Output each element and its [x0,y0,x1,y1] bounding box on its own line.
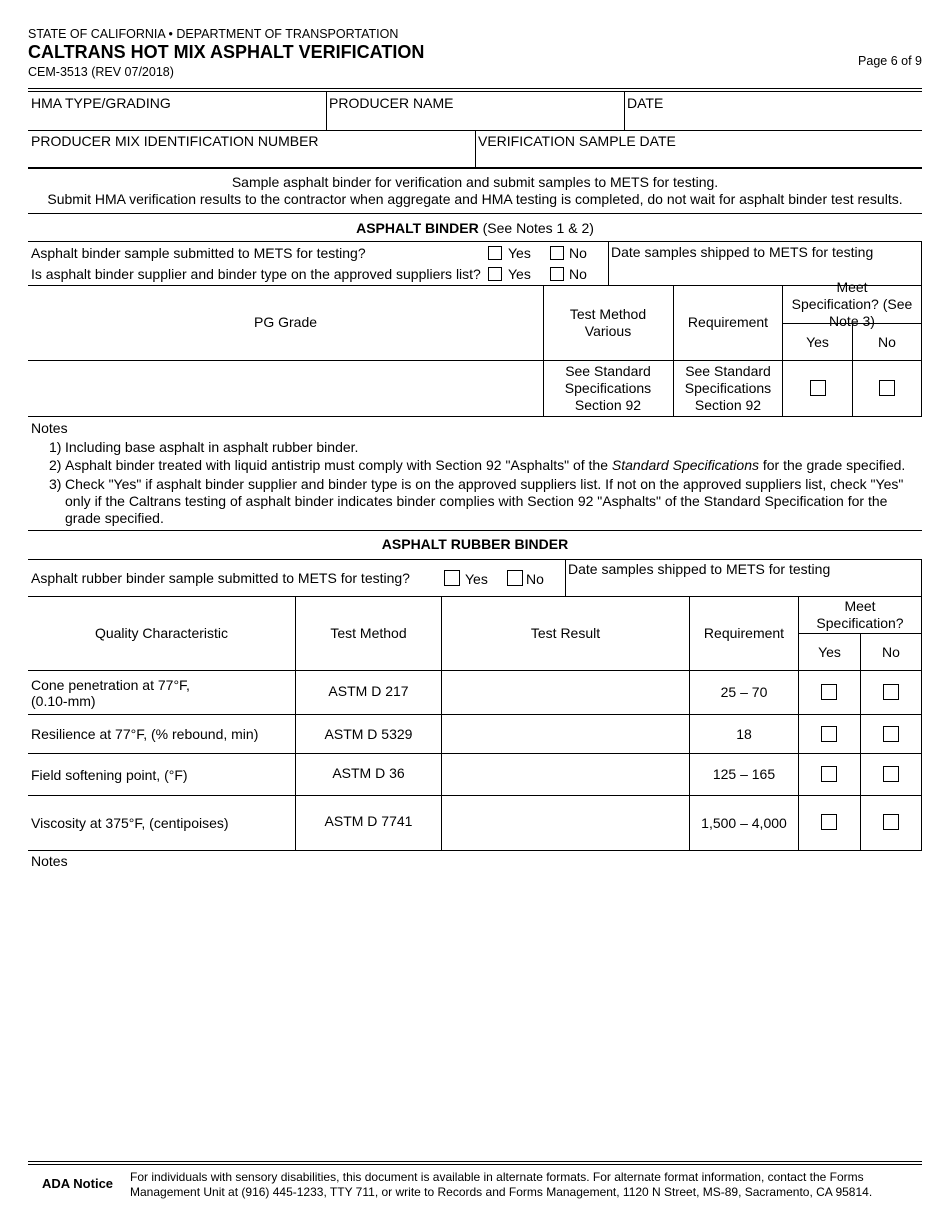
test-result-field[interactable] [442,754,689,795]
binder-q1-no-checkbox[interactable] [550,246,564,260]
form-number: CEM-3513 (REV 07/2018) [28,65,174,79]
rubber-q1-yes-label: Yes [465,571,488,587]
note-2 [65,457,905,474]
verification-sample-date-field[interactable] [476,131,922,168]
rubber-no-header: No [882,643,900,660]
note-3: Check "Yes" if asphalt binder supplier and binder type is on the approved suppliers list. If not on the approved suppliers list, check "Yes" only if the Caltrans testing of asphalt binder indicates binder complies with Section 92 "Asphalts" of the Standard Specification for the grade specified. [65,476,904,526]
test-result-field[interactable] [442,796,689,850]
rubber-meet-spec-header: Meet Specification? [816,598,904,631]
binder-test-method-value: See Standard Specifications Section 92 [564,363,652,413]
binder-no-header: No [878,333,896,350]
binder-q2: Is asphalt binder supplier and binder type on the approved suppliers list? [31,266,481,282]
note-1-number: 1) [49,439,62,455]
notes-heading-2: Notes [31,853,68,869]
binder-q1-no-label: No [569,245,587,261]
meet-no-checkbox[interactable] [883,766,899,782]
ada-notice-text: For individuals with sensory disabilities, this document is available in alternate formats. For alternate format information, contact the Forms Management Unit at (916) 445-1233, TTY 711, or write to Records and Forms Management, 1120 N Street, MS-89, Sacramento, CA 95814. [130,1170,873,1199]
binder-requirement-value: See Standard Specifications Section 92 [684,363,772,413]
binder-q2-yes-checkbox[interactable] [488,267,502,281]
binder-meet-no-checkbox[interactable] [879,380,895,396]
binder-yes-header: Yes [806,333,829,350]
requirement-cell: 25 – 70 [720,684,768,700]
requirement-cell: 1,500 – 4,000 [701,814,787,831]
test-result-field[interactable] [442,715,689,753]
test-method-cell: ASTM D 7741 [324,812,413,829]
page-number: Page 6 of 9 [858,54,922,68]
note-1: Including base asphalt in asphalt rubber binder. [65,439,359,455]
meet-yes-checkbox[interactable] [821,766,837,782]
form-title: CALTRANS HOT MIX ASPHALT VERIFICATION [28,42,425,62]
binder-test-method-header: Test Method Various [569,305,647,339]
test-result-field[interactable] [442,671,689,714]
binder-q2-no-checkbox[interactable] [550,267,564,281]
quality-characteristic-cell: Viscosity at 375°F, (centipoises) [31,815,229,831]
producer-mix-id-label: PRODUCER MIX IDENTIFICATION NUMBER [31,133,319,149]
instruction-line-1: Sample asphalt binder for verification and submit samples to METS for testing. [231,174,719,190]
ada-notice-label: ADA Notice [42,1176,114,1191]
asphalt-binder-title [28,220,922,237]
note-2-number: 2) [49,457,62,473]
meet-yes-checkbox[interactable] [821,726,837,742]
verification-sample-date-label: VERIFICATION SAMPLE DATE [478,133,676,149]
producer-mix-id-field[interactable] [28,131,474,168]
pg-grade-header: PG Grade [253,314,318,330]
notes-heading: Notes [31,420,68,436]
meet-no-checkbox[interactable] [883,684,899,700]
test-method-cell: ASTM D 217 [328,682,409,699]
note-3-number: 3) [49,476,62,492]
binder-meet-spec-header: Meet Specification? (See Note 3) [791,279,913,329]
rubber-date-shipped-field[interactable] [566,578,921,596]
asphalt-binder-title-bold: ASPHALT BINDER [356,220,479,236]
rubber-q1-yes-checkbox[interactable] [444,570,460,586]
quality-characteristic-cell: Resilience at 77°F, (% rebound, min) [31,726,259,742]
agency-line: STATE OF CALIFORNIA • DEPARTMENT OF TRANSPORTATION [28,27,399,41]
note-2-emphasis: Standard Specifications [611,457,759,473]
meet-no-checkbox[interactable] [883,726,899,742]
meet-yes-checkbox[interactable] [821,814,837,830]
quality-characteristic-cell: Field softening point, (°F) [31,766,188,783]
meet-no-checkbox[interactable] [883,814,899,830]
binder-q1: Asphalt binder sample submitted to METS for testing? [31,245,366,261]
rubber-q1: Asphalt rubber binder sample submitted to METS for testing? [31,570,410,586]
producer-name-field[interactable] [327,92,623,130]
rubber-date-shipped-label: Date samples shipped to METS for testing [568,561,831,577]
test-method-cell: ASTM D 5329 [324,725,413,742]
rubber-yes-header: Yes [818,643,841,660]
notes-field[interactable] [28,872,922,1157]
binder-requirement-header: Requirement [687,314,769,330]
quality-characteristic-cell: Cone penetration at 77°F, (0.10-mm) [31,676,190,709]
rubber-test-method-header: Test Method [330,625,407,641]
pg-grade-field[interactable] [28,361,543,416]
rubber-q1-no-label: No [526,571,544,587]
note-2-pre: Asphalt binder treated with liquid antistrip must comply with Section 92 "Asphalts" of the [65,457,612,473]
binder-q2-no-label: No [569,266,587,282]
meet-yes-checkbox[interactable] [821,684,837,700]
hma-type-label: HMA TYPE/GRADING [31,95,171,111]
binder-q1-yes-checkbox[interactable] [488,246,502,260]
requirement-cell: 125 – 165 [712,765,776,782]
producer-name-label: PRODUCER NAME [329,95,454,111]
rubber-binder-title: ASPHALT RUBBER BINDER [381,536,569,552]
binder-date-shipped-label: Date samples shipped to METS for testing [611,244,874,260]
test-result-header: Test Result [530,625,601,641]
instruction-line-2: Submit HMA verification results to the contractor when aggregate and HMA testing is completed, do not wait for asphalt binder test results. [47,191,903,207]
rubber-requirement-header: Requirement [703,625,785,641]
asphalt-binder-title-note: (See Notes 1 & 2) [478,220,594,236]
binder-q2-yes-label: Yes [508,266,531,282]
note-2-post: for the grade specified. [758,457,906,473]
quality-characteristic-header: Quality Characteristic [94,625,229,641]
binder-meet-yes-checkbox[interactable] [810,380,826,396]
hma-type-field[interactable] [28,92,325,130]
requirement-cell: 18 [736,725,752,742]
binder-q1-yes-label: Yes [508,245,531,261]
rubber-q1-no-checkbox[interactable] [507,570,523,586]
test-method-cell: ASTM D 36 [332,764,405,781]
date-field[interactable] [625,92,922,130]
date-label: DATE [627,95,664,111]
